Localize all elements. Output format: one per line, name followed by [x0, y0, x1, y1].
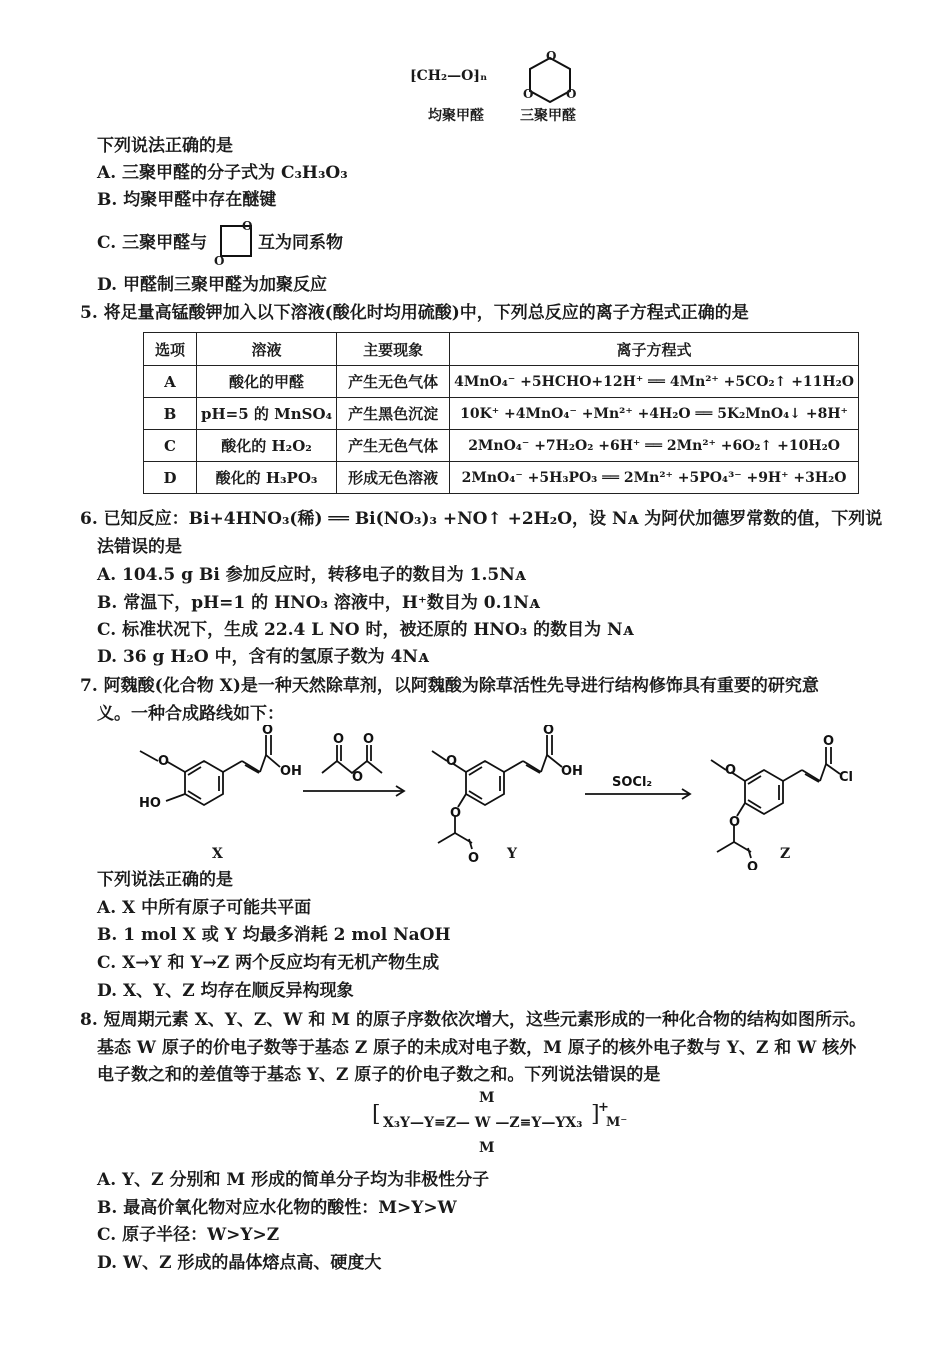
x-o-label: O	[158, 754, 170, 769]
q8-option-a: A. Y、Z 分别和 M 形成的简单分子均为非极性分子	[97, 1170, 490, 1190]
q7-option-b: B. 1 mol X 或 Y 均最多消耗 2 mol NaOH	[97, 925, 451, 945]
q8-stem-line2: 基态 W 原子的价电子数等于基态 Z 原子的未成对电子数，M 原子的核外电子数与 Y、Z 和 W 核外	[97, 1038, 857, 1058]
ring-atom-o2: O	[523, 87, 534, 101]
q7-stem-line1: 7. 阿魏酸(化合物 X)是一种天然除草剂，以阿魏酸为除草活性先导进行结构修饰具有重要的研究意	[80, 676, 819, 696]
y-o-label: O	[446, 754, 458, 769]
structure-counterion: M⁻	[606, 1115, 628, 1130]
table-row	[144, 398, 859, 430]
cell: 10K⁺ +4MnO₄⁻ +Mn²⁺ +4H₂O ══ 5K₂MnO₄↓ +8H⁺	[450, 398, 859, 430]
label-polyoxymethylene: 均聚甲醛	[428, 108, 484, 124]
q7-option-d: D. X、Y、Z 均存在顺反异构现象	[97, 981, 354, 1001]
q8-stem-line3: 电子数之和的差值等于基态 Y、Z 原子的价电子数之和。下列说法错误的是	[97, 1065, 661, 1085]
q4-option-c-suffix: 互为同系物	[258, 233, 343, 253]
cell: 酸化的 H₃PO₃	[197, 462, 337, 494]
anhydride-o2: O	[333, 732, 345, 747]
q7-stem-line3: 下列说法正确的是	[97, 870, 233, 890]
ring-atom-o4: O	[242, 219, 253, 233]
cell: 产生无色气体	[337, 366, 450, 398]
structure-charge: +	[598, 1100, 609, 1115]
cell: 产生无色气体	[337, 430, 450, 462]
structure-main: X₃Y—Y≡Z— W —Z≡Y—YX₃	[383, 1115, 583, 1131]
cell: A	[144, 366, 197, 398]
y-ester-carbonyl-o: O	[468, 851, 480, 866]
q4-option-b: B. 均聚甲醛中存在醚键	[97, 190, 277, 210]
q7-option-a: A. X 中所有原子可能共平面	[97, 898, 312, 918]
q4-option-d: D. 甲醛制三聚甲醛为加聚反应	[97, 275, 327, 295]
anhydride-o: O	[352, 770, 364, 785]
q7-stem-line2: 义。一种合成路线如下：	[97, 704, 284, 724]
structure-bottom-m: M	[479, 1140, 495, 1156]
cell: 2MnO₄⁻ +7H₂O₂ +6H⁺ ══ 2Mn²⁺ +6O₂↑ +10H₂O	[450, 430, 859, 462]
cell: 4MnO₄⁻ +5HCHO+12H⁺ ══ 4Mn²⁺ +5CO₂↑ +11H₂O	[450, 366, 859, 398]
q8-option-d: D. W、Z 形成的晶体熔点高、硬度大	[97, 1253, 382, 1273]
q7-option-c: C. X→Y 和 Y→Z 两个反应均有无机产物生成	[97, 953, 440, 973]
cell: D	[144, 462, 197, 494]
ring-atom-o1: O	[546, 49, 557, 63]
q5-table	[143, 332, 859, 494]
q6-option-a: A. 104.5 g Bi 参加反应时，转移电子的数目为 1.5Nᴀ	[97, 565, 526, 585]
table-row	[144, 366, 859, 398]
x-ho-label: HO	[139, 796, 161, 811]
header-option: 选项	[144, 333, 197, 366]
y-ester-o: O	[450, 806, 462, 821]
q5-stem: 5. 将足量高锰酸钾加入以下溶液(酸化时均用硫酸)中，下列总反应的离子方程式正确的是	[80, 303, 749, 323]
q6-stem-line2: 法错误的是	[97, 537, 182, 557]
y-oh-label: OH	[561, 764, 583, 779]
cell: C	[144, 430, 197, 462]
label-trioxane: 三聚甲醛	[520, 108, 576, 124]
z-cl-label: Cl	[839, 770, 853, 785]
q4-option-c-prefix: C. 三聚甲醛与	[97, 233, 208, 253]
x-carbonyl-o: O	[262, 725, 274, 738]
bracket-left: [	[372, 1102, 381, 1127]
polyoxymethylene-formula: ⁅CH₂—O⁆ₙ	[410, 68, 488, 84]
label-x: X	[212, 846, 223, 862]
bracket-right: ]	[591, 1102, 600, 1127]
q4-option-a: A. 三聚甲醛的分子式为 C₃H₃O₃	[97, 163, 348, 183]
label-z: Z	[780, 846, 791, 862]
socl2-reagent: SOCl₂	[612, 775, 653, 790]
ring-atom-o3: O	[566, 87, 577, 101]
cell: 酸化的甲醛	[197, 366, 337, 398]
cell: 产生黑色沉淀	[337, 398, 450, 430]
q8-stem-line1: 8. 短周期元素 X、Y、Z、W 和 M 的原子序数依次增大，这些元素形成的一种化合物的结构如图所示。	[80, 1010, 866, 1030]
cell: pH=5 的 MnSO₄	[197, 398, 337, 430]
q6-stem-line1: 6. 已知反应：Bi+4HNO₃(稀) ══ Bi(NO₃)₃ +NO↑ +2H₂O，设 Nᴀ 为阿伏加德罗常数的值，下列说	[80, 509, 883, 529]
z-ester-o: O	[729, 815, 741, 830]
table-header-row	[144, 333, 859, 366]
label-y: Y	[507, 846, 517, 862]
q8-option-b: B. 最高价氧化物对应水化物的酸性：M>Y>W	[97, 1198, 457, 1218]
cell: 酸化的 H₂O₂	[197, 430, 337, 462]
header-equation: 离子方程式	[450, 333, 859, 366]
q4-stem: 下列说法正确的是	[97, 136, 233, 156]
q6-option-b: B. 常温下，pH=1 的 HNO₃ 溶液中，H⁺数目为 0.1Nᴀ	[97, 593, 540, 613]
structure-top-m: M	[479, 1090, 495, 1106]
cell: 2MnO₄⁻ +5H₃PO₃ ══ 2Mn²⁺ +5PO₄³⁻ +9H⁺ +3H₂O	[450, 462, 859, 494]
x-oh-label: OH	[280, 764, 302, 779]
cell: 形成无色溶液	[337, 462, 450, 494]
ring-atom-o5: O	[214, 254, 225, 268]
header-phenomenon: 主要现象	[337, 333, 450, 366]
header-solution: 溶液	[197, 333, 337, 366]
y-carbonyl-o: O	[543, 725, 555, 738]
q6-option-c: C. 标准状况下，生成 22.4 L NO 时，被还原的 HNO₃ 的数目为 Nᴀ	[97, 620, 634, 640]
anhydride-o3: O	[363, 732, 375, 747]
synthesis-scheme	[0, 725, 950, 870]
z-o-label: O	[725, 763, 737, 778]
table-row	[144, 430, 859, 462]
z-carbonyl-o: O	[823, 734, 835, 749]
cell: B	[144, 398, 197, 430]
q8-option-c: C. 原子半径：W>Y>Z	[97, 1225, 280, 1245]
table-row	[144, 462, 859, 494]
q6-option-d: D. 36 g H₂O 中，含有的氢原子数为 4Nᴀ	[97, 647, 429, 667]
z-ester-carbonyl-o: O	[747, 860, 759, 870]
